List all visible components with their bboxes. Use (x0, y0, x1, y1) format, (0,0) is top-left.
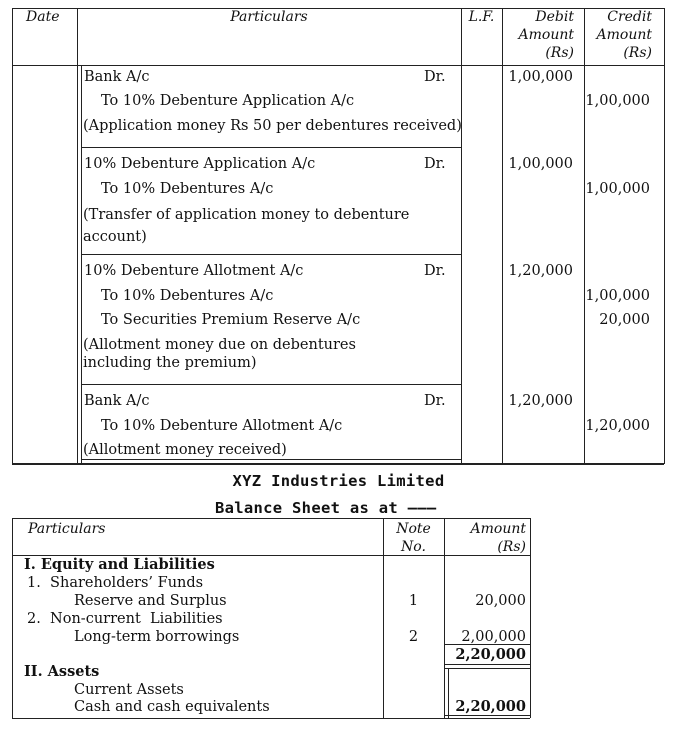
bs-header-particulars: Particulars (28, 521, 106, 537)
entry-2-debit-account: 10% Debenture Application A/c (84, 156, 316, 172)
entry-4-credit-amount: 1,20,000 (585, 418, 650, 434)
bs-item-shareholders-funds: 1. Shareholders’ Funds (27, 575, 204, 591)
entry-1-narration: (Application money Rs 50 per debentures received) (83, 118, 462, 134)
bs-section-assets: II. Assets (24, 663, 100, 680)
entry-1-credit-account: To 10% Debenture Application A/c (101, 93, 355, 109)
entry-1-debit-amount: 1,00,000 (508, 69, 573, 85)
bs-section-equity-liabilities: I. Equity and Liabilities (24, 556, 215, 573)
entry-1-dr: Dr. (424, 69, 446, 85)
bs-item-current-assets: Current Assets (74, 682, 184, 698)
entry-1-credit-amount: 1,00,000 (585, 93, 650, 109)
entry-2-dr: Dr. (424, 156, 446, 172)
entry-3-narration: (Allotment money due on debentures including the premium) (83, 337, 356, 371)
entry-2-credit-account: To 10% Debentures A/c (101, 181, 274, 197)
entry-4-debit-account: Bank A/c (84, 393, 150, 409)
entry-4-debit-amount: 1,20,000 (508, 393, 573, 409)
entry-2-credit-amount: 1,00,000 (585, 181, 650, 197)
bs-note-2: 2 (408, 629, 419, 645)
entry-3-dr: Dr. (424, 263, 446, 279)
bs-item-reserve-surplus: Reserve and Surplus (74, 593, 227, 609)
entry-3-credit-amount-1: 1,00,000 (585, 288, 650, 304)
bs-item-cash: Cash and cash equivalents (74, 699, 270, 715)
entry-1-debit-account: Bank A/c (84, 69, 150, 85)
entry-4-narration: (Allotment money received) (83, 442, 287, 458)
bs-amount-borrowings: 2,00,000 (461, 629, 526, 645)
bs-total-assets: 2,20,000 (455, 698, 526, 715)
company-name: XYZ Industries Limited (232, 472, 445, 490)
entry-3-debit-account: 10% Debenture Allotment A/c (84, 263, 304, 279)
bs-amount-reserve: 20,000 (475, 593, 526, 609)
entry-2-narration: (Transfer of application money to debenture account) (83, 207, 410, 245)
balance-sheet-title: Balance Sheet as at ——— (215, 499, 437, 517)
bs-header-note: Note No. (396, 521, 431, 555)
header-debit: Debit Amount (Rs) (518, 9, 574, 61)
header-lf: L.F. (468, 9, 495, 25)
bs-item-long-term-borrowings: Long-term borrowings (74, 629, 240, 645)
header-credit: Credit Amount (Rs) (596, 9, 652, 61)
bs-total-liabilities: 2,20,000 (455, 646, 526, 663)
entry-2-debit-amount: 1,00,000 (508, 156, 573, 172)
entry-3-debit-amount: 1,20,000 (508, 263, 573, 279)
bs-note-1: 1 (408, 593, 419, 609)
header-particulars: Particulars (230, 9, 308, 25)
header-date: Date (26, 9, 60, 25)
entry-4-dr: Dr. (424, 393, 446, 409)
entry-4-credit-account: To 10% Debenture Allotment A/c (101, 418, 343, 434)
entry-3-credit-amount-2: 20,000 (599, 312, 650, 328)
entry-3-credit-account-2: To Securities Premium Reserve A/c (101, 312, 361, 328)
bs-item-non-current-liabilities: 2. Non-current Liabilities (27, 611, 223, 627)
bs-header-amount: Amount (Rs) (470, 521, 526, 555)
entry-3-credit-account-1: To 10% Debentures A/c (101, 288, 274, 304)
